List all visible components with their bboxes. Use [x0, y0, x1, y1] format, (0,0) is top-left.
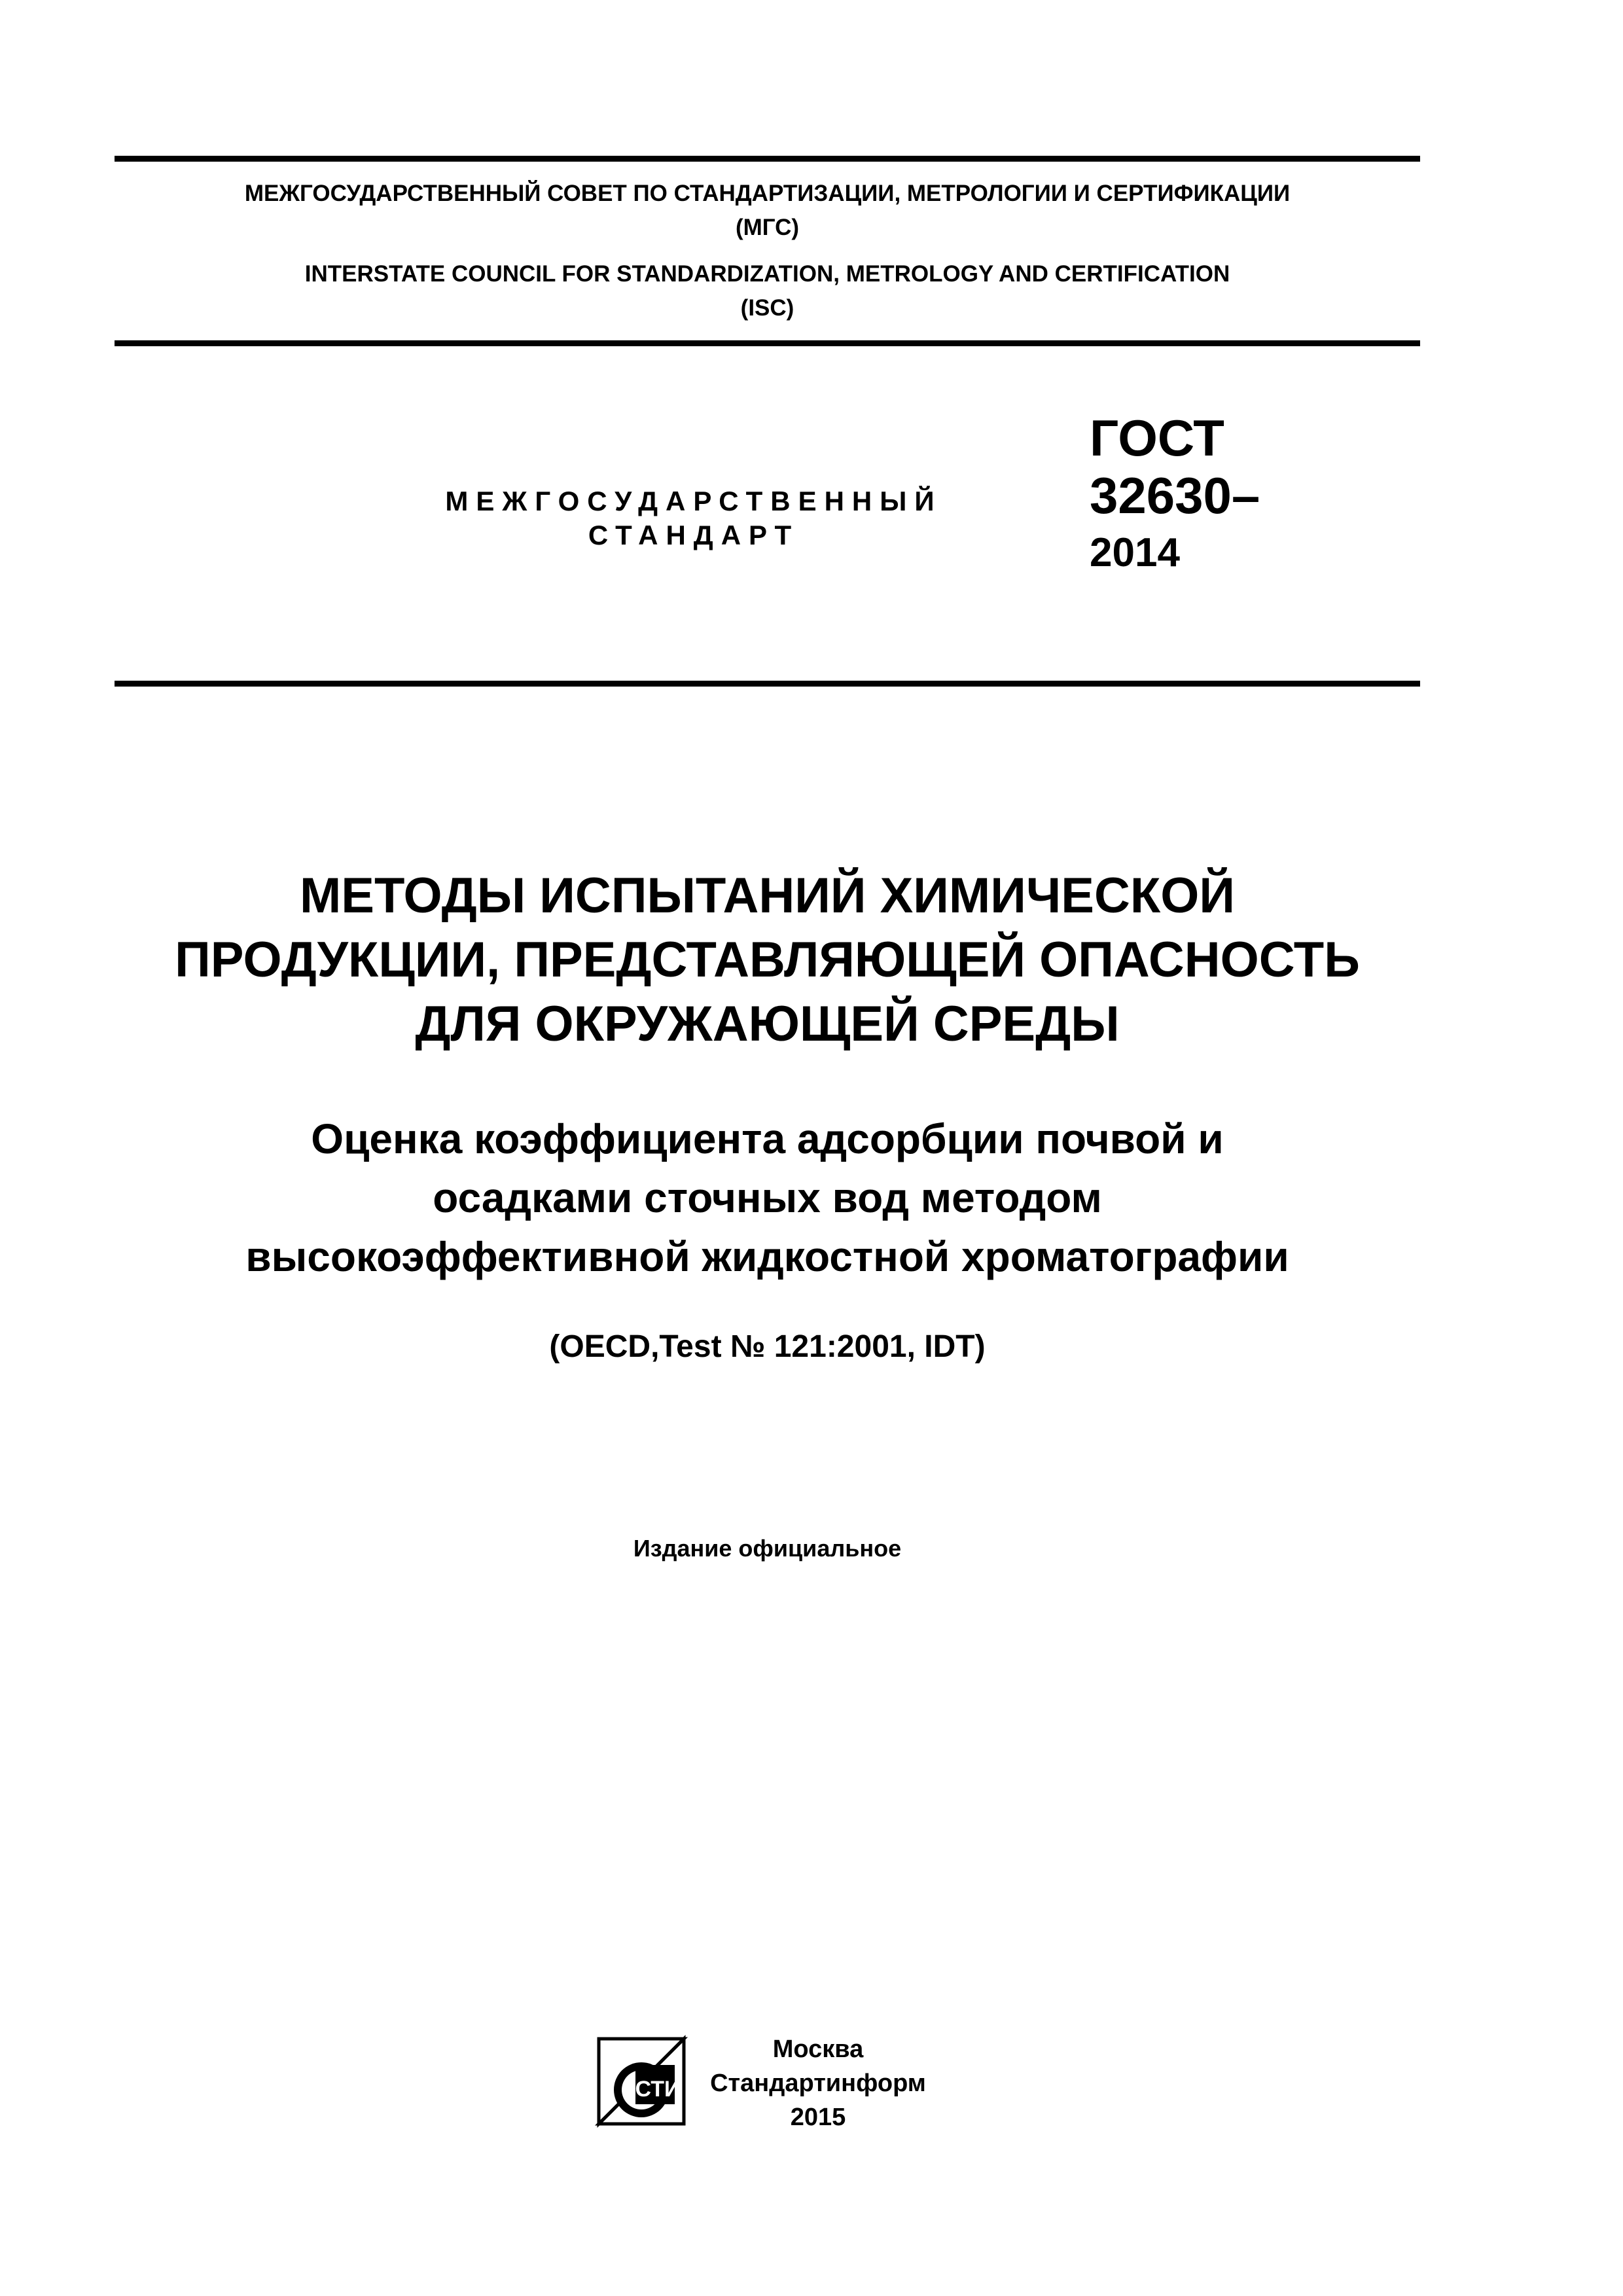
council-en — [115, 257, 1420, 325]
standard-type-line1: МЕЖГОСУДАРСТВЕННЫЙ — [445, 486, 942, 516]
council-en-name: INTERSTATE COUNCIL FOR STANDARDIZATION, METROLOGY AND CERTIFICATION — [304, 261, 1230, 287]
title-line-3: ДЛЯ ОКРУЖАЮЩЕЙ СРЕДЫ — [415, 996, 1120, 1052]
standartinform-logo — [592, 2032, 690, 2130]
council-rule — [115, 340, 1420, 346]
gost-year: 2014 — [1090, 530, 1180, 575]
standard-type — [366, 484, 1021, 552]
standard-type-line2: СТАНДАРТ — [588, 520, 800, 550]
oecd-reference: (OECD,Test № 121:2001, IDT) — [549, 1329, 986, 1364]
gost-number: 32630– — [1090, 467, 1260, 524]
title-line-1: МЕТОДЫ ИСПЫТАНИЙ ХИМИЧЕСКОЙ — [300, 868, 1235, 924]
council-en-abbr: (ISC) — [740, 295, 794, 321]
top-rule — [115, 156, 1420, 162]
gost-prefix: ГОСТ — [1090, 409, 1224, 467]
subtitle-line-2: осадками сточных вод методом — [433, 1174, 1102, 1221]
publisher-info — [687, 2032, 949, 2134]
council-ru-abbr: (МГС) — [735, 215, 800, 240]
gost-designation — [1090, 409, 1260, 582]
subtitle-line-1: Оценка коэффициента адсорбции почвой и — [311, 1115, 1224, 1162]
logo-letters: СТИ — [635, 2077, 681, 2102]
document-subtitle — [98, 1109, 1436, 1286]
title-line-2: ПРОДУКЦИИ, ПРЕДСТАВЛЯЮЩЕЙ ОПАСНОСТЬ — [175, 932, 1360, 988]
council-ru — [115, 177, 1420, 245]
council-ru-name: МЕЖГОСУДАРСТВЕННЫЙ СОВЕТ ПО СТАНДАРТИЗАЦИИ, МЕТРОЛОГИИ И СЕРТИФИКАЦИИ — [244, 181, 1291, 206]
subtitle-line-3: высокоэффективной жидкостной хроматографии — [245, 1233, 1289, 1280]
publisher-year: 2015 — [790, 2104, 846, 2131]
publisher-city: Москва — [772, 2036, 864, 2063]
document-title — [98, 864, 1436, 1056]
edition-note: Издание официальное — [633, 1535, 902, 1562]
header-bottom-rule — [115, 681, 1420, 687]
publisher-name: Стандартинформ — [710, 2070, 926, 2097]
